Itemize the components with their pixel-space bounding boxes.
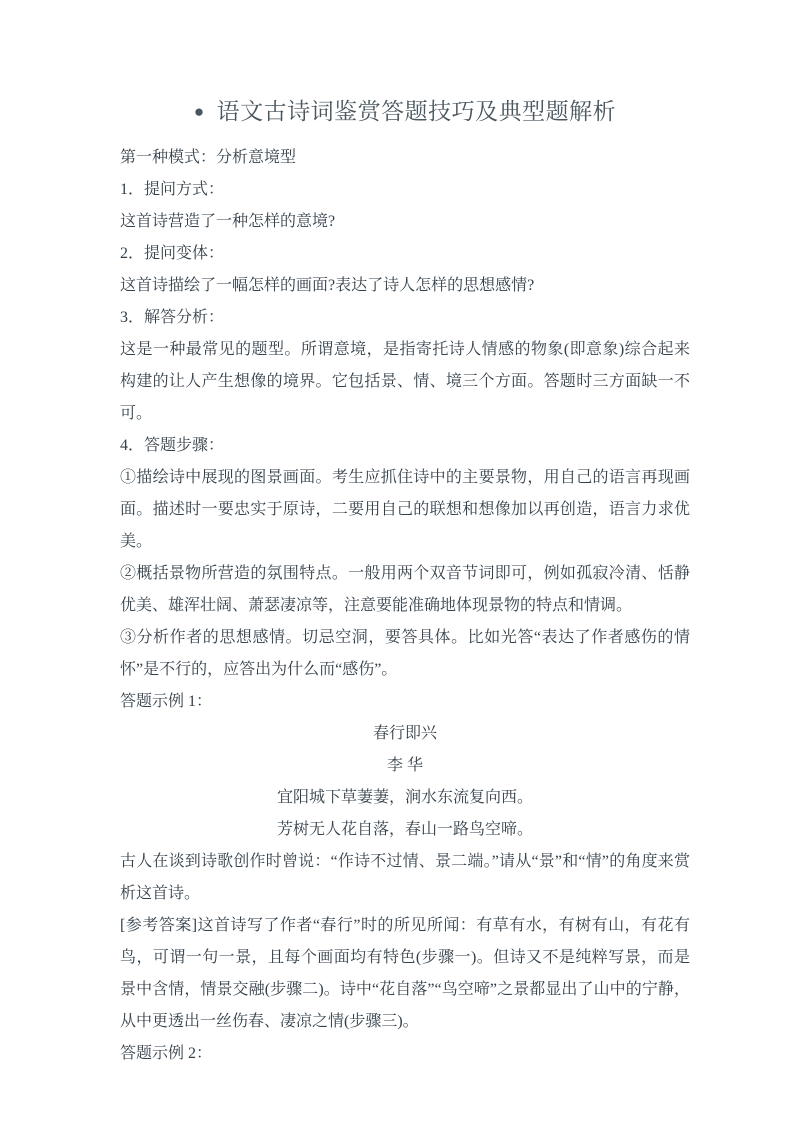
paragraph: 答题示例 1：: [120, 693, 213, 710]
document-body: [120, 142, 690, 1070]
paragraph: ②概括景物所营造的氛围特点。一般用两个双音节词即可，例如孤寂冷清、恬静优美、雄浑壮阔、萧瑟凄凉等，注意要能准确地体现景物的特点和情调。: [120, 565, 690, 614]
paragraph: 1．提问方式：: [120, 181, 225, 198]
paragraph: 2．提问变体：: [120, 245, 225, 262]
paragraph: [参考答案]这首诗写了作者“春行”时的所见所闻：有草有水，有树有山，有花有鸟，可谓一句一景，且每个画面均有特色(步骤一)。但诗又不是纯粹写景，而是景中含情，情景交融(步骤二)。诗中“花自落”“鸟空啼”之景都显出了山中的宁静，从中更透出一丝伤春、凄凉之情(步骤三)。: [120, 917, 690, 1030]
paragraph: 第一种模式：分析意境型: [120, 149, 297, 166]
paragraph: 春行即兴: [372, 725, 437, 742]
paragraph: 李 华: [386, 757, 423, 774]
page-title: [120, 96, 690, 128]
paragraph: ③分析作者的思想感情。切忌空洞，要答具体。比如光答“表达了作者感伤的情怀”是不行的，应答出为什么而“感伤”。: [120, 629, 690, 678]
paragraph: 宜阳城下草萋萋，涧水东流复向西。: [276, 789, 533, 806]
paragraph: ①描绘诗中展现的图景画面。考生应抓住诗中的主要景物，用自己的语言再现画面。描述时一要忠实于原诗，二要用自己的联想和想像加以再创造，语言力求优美。: [120, 469, 690, 550]
paragraph: 芳树无人花自落，春山一路鸟空啼。: [276, 821, 533, 838]
paragraph: 这是一种最常见的题型。所谓意境，是指寄托诗人情感的物象(即意象)综合起来构建的让人产生想像的境界。它包括景、情、境三个方面。答题时三方面缺一不可。: [120, 341, 690, 422]
bullet-icon: ●: [193, 102, 205, 121]
paragraph: 答题示例 2：: [120, 1045, 213, 1062]
page-title-text: 语文古诗词鉴赏答题技巧及典型题解析: [216, 99, 617, 124]
paragraph: 古人在谈到诗歌创作时曾说：“作诗不过情、景二端。”请从“景”和“情”的角度来赏析这首诗。: [120, 853, 690, 902]
paragraph: 4．答题步骤：: [120, 437, 225, 454]
paragraph: 这首诗描绘了一幅怎样的画面?表达了诗人怎样的思想感情?: [120, 277, 535, 294]
paragraph: 这首诗营造了一种怎样的意境?: [120, 213, 336, 230]
paragraph: 3．解答分析：: [120, 309, 225, 326]
